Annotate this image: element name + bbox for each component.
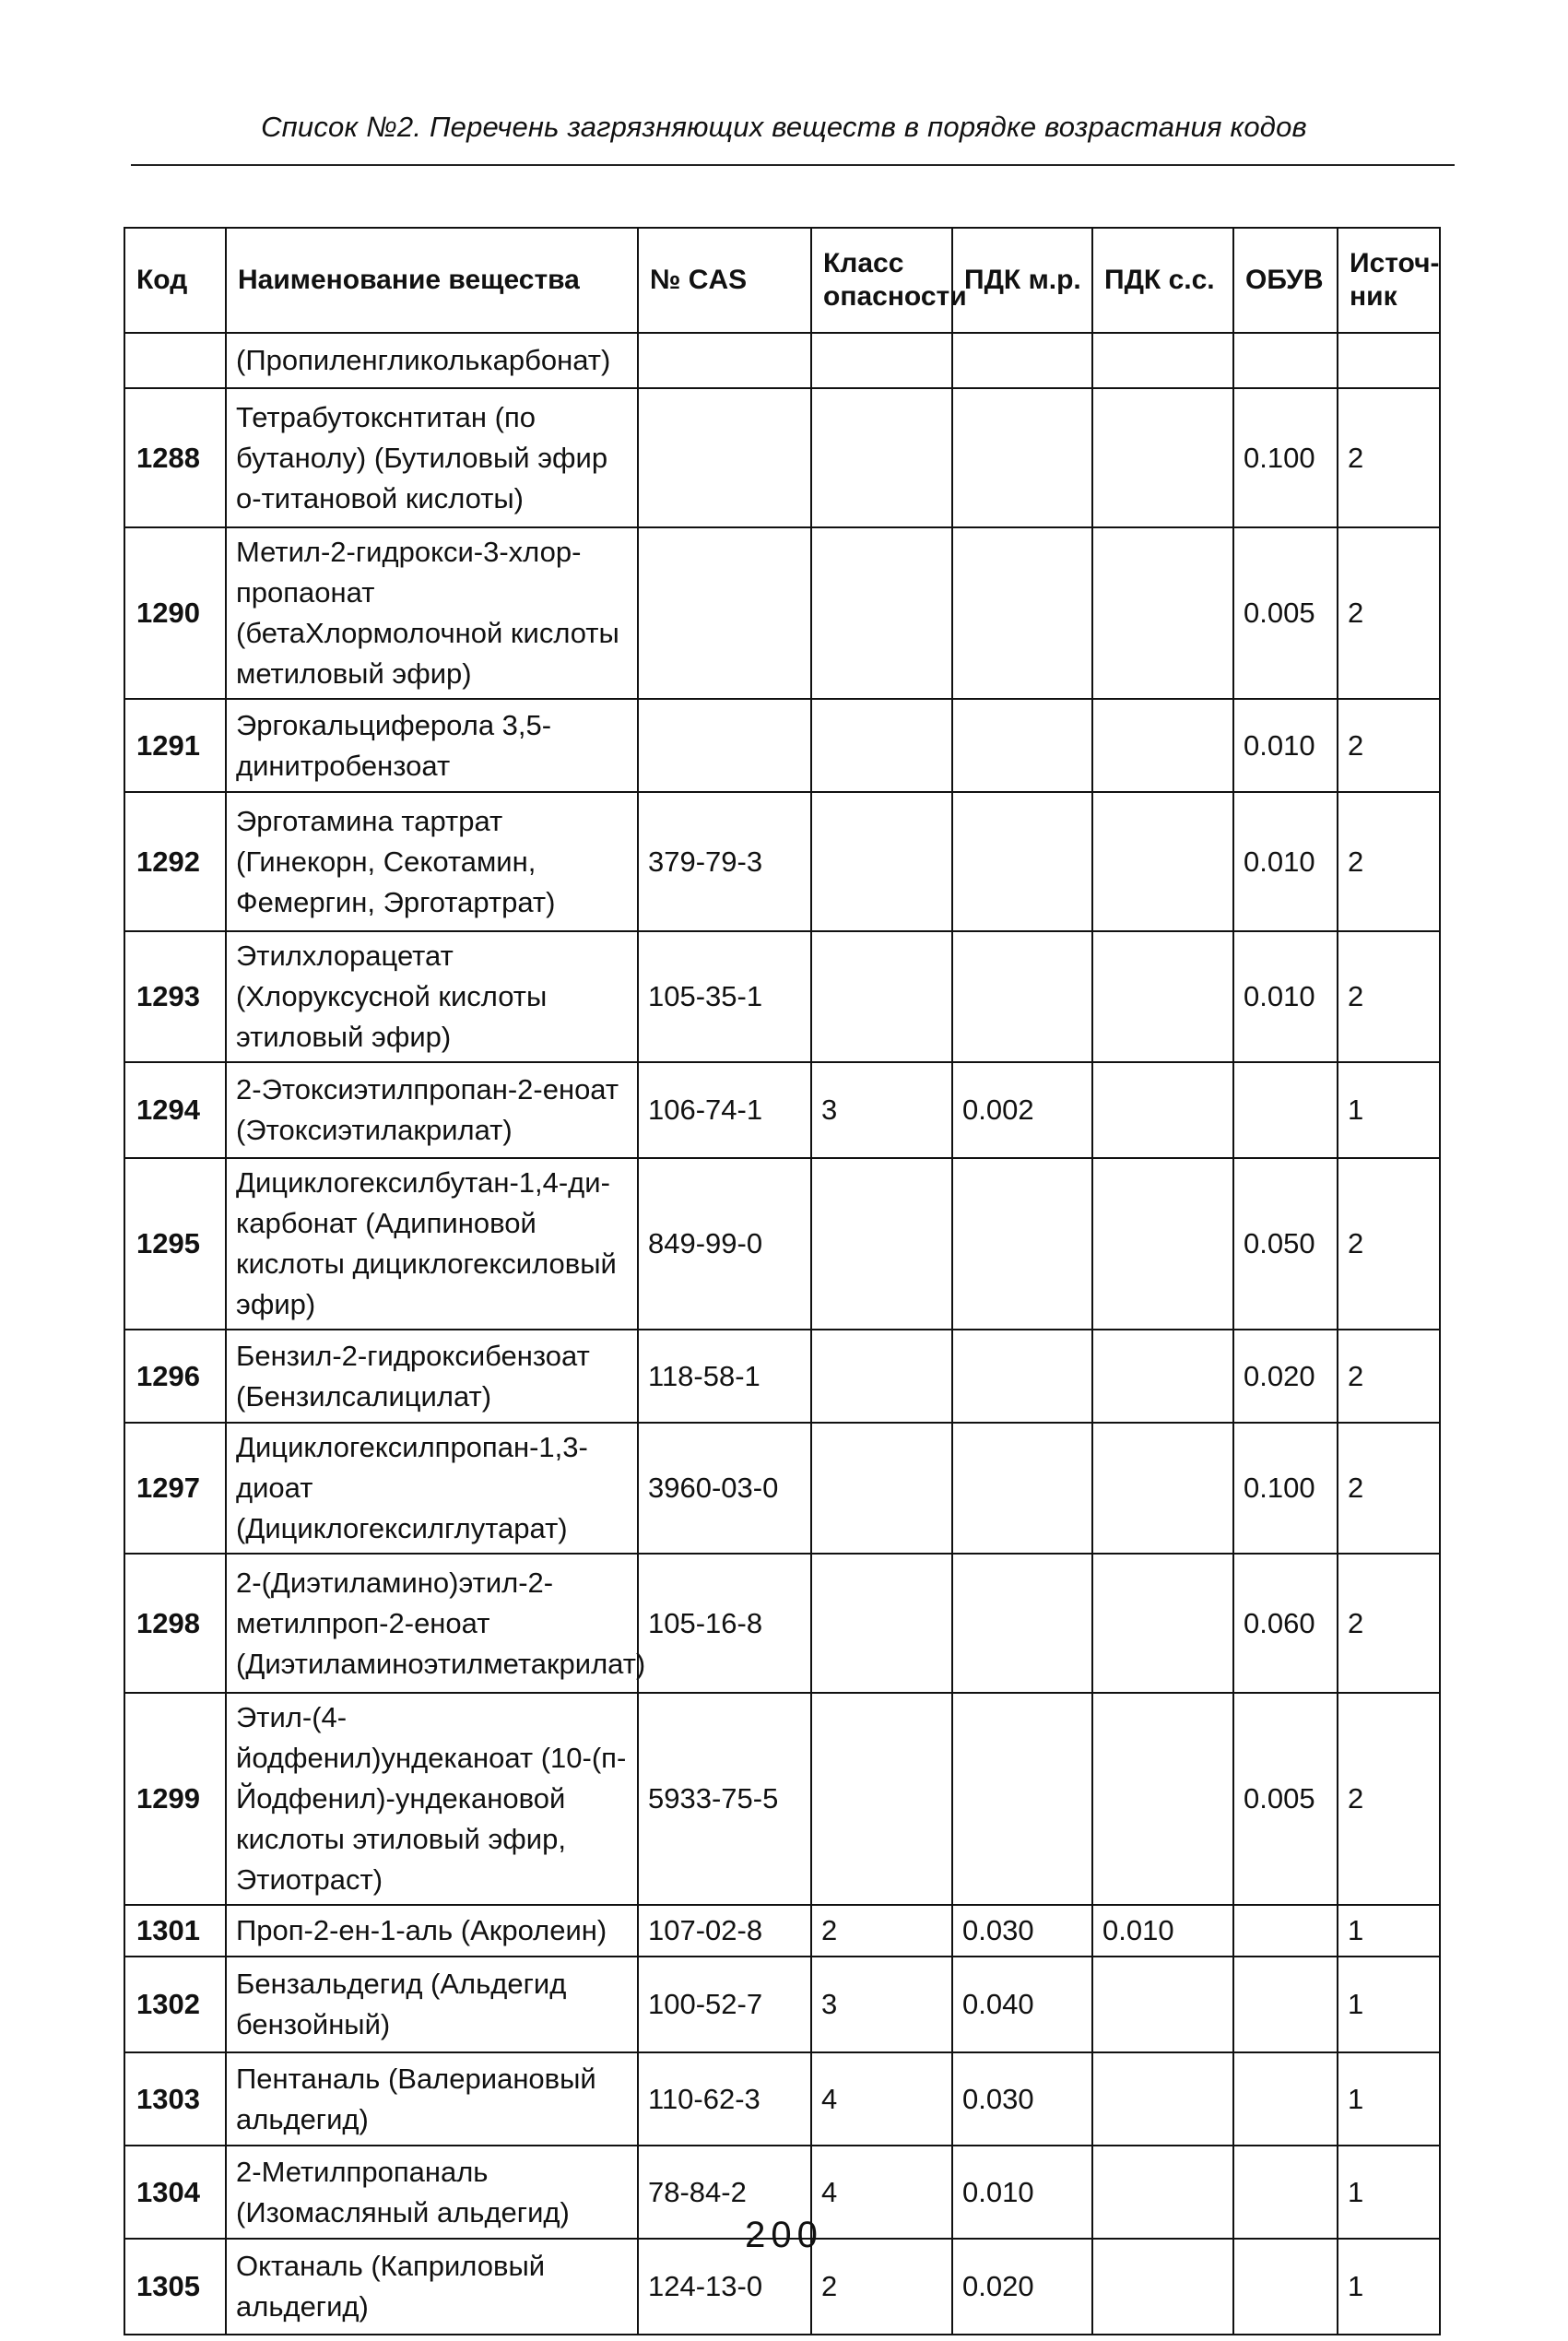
row-pdk-mr bbox=[952, 931, 1092, 1062]
row-pdk-ss bbox=[1092, 931, 1233, 1062]
row-pdk-ss bbox=[1092, 699, 1233, 792]
row-pdk-mr: 0.040 bbox=[952, 1957, 1092, 2052]
row-source: 1 bbox=[1338, 2146, 1440, 2239]
row-cas bbox=[638, 699, 811, 792]
header-source: Источ-ник bbox=[1338, 228, 1440, 333]
row-source: 2 bbox=[1338, 931, 1440, 1062]
row-name: Бензил-2-гидроксибензоат (Бензилсалицилат) bbox=[226, 1330, 638, 1423]
table-row bbox=[124, 1330, 1440, 1423]
row-obuv bbox=[1233, 333, 1338, 388]
row-code: 1295 bbox=[124, 1158, 226, 1330]
row-code: 1297 bbox=[124, 1423, 226, 1554]
row-pdk-ss bbox=[1092, 1554, 1233, 1693]
row-pdk-mr: 0.030 bbox=[952, 1905, 1092, 1957]
row-pdk-ss bbox=[1092, 1062, 1233, 1158]
header-rule bbox=[131, 164, 1455, 166]
row-obuv: 0.010 bbox=[1233, 931, 1338, 1062]
row-hazard-class: 4 bbox=[811, 2052, 952, 2146]
row-hazard-class bbox=[811, 931, 952, 1062]
row-obuv bbox=[1233, 1062, 1338, 1158]
row-obuv: 0.050 bbox=[1233, 1158, 1338, 1330]
row-pdk-ss bbox=[1092, 792, 1233, 931]
row-obuv: 0.005 bbox=[1233, 1693, 1338, 1905]
table-row bbox=[124, 1062, 1440, 1158]
row-pdk-mr bbox=[952, 388, 1092, 527]
row-code: 1296 bbox=[124, 1330, 226, 1423]
table-row bbox=[124, 388, 1440, 527]
page-number: 200 bbox=[745, 2215, 823, 2255]
row-hazard-class bbox=[811, 699, 952, 792]
row-cas: 379-79-3 bbox=[638, 792, 811, 931]
row-cas bbox=[638, 527, 811, 699]
row-pdk-ss bbox=[1092, 1693, 1233, 1905]
row-name: Этил-(4-йодфенил)ундеканоат (10-(п-Йодфенил)-ундекановой кислоты этиловый эфир, Этиотраст) bbox=[226, 1693, 638, 1905]
row-hazard-class: 2 bbox=[811, 2239, 952, 2335]
row-cas: 106-74-1 bbox=[638, 1062, 811, 1158]
row-name: Бензальдегид (Альдегид бензойный) bbox=[226, 1957, 638, 2052]
row-obuv: 0.010 bbox=[1233, 792, 1338, 931]
row-hazard-class bbox=[811, 1554, 952, 1693]
row-obuv: 0.005 bbox=[1233, 527, 1338, 699]
row-code: 1303 bbox=[124, 2052, 226, 2146]
row-pdk-mr bbox=[952, 333, 1092, 388]
row-cas: 107-02-8 bbox=[638, 1905, 811, 1957]
row-pdk-ss: 0.010 bbox=[1092, 1905, 1233, 1957]
row-cas: 105-16-8 bbox=[638, 1554, 811, 1693]
row-name: Метил-2-гидрокси-3-хлор-пропаонат (бетаХлормолочной кислоты метиловый эфир) bbox=[226, 527, 638, 699]
row-source: 2 bbox=[1338, 1158, 1440, 1330]
row-source: 2 bbox=[1338, 1330, 1440, 1423]
row-pdk-mr bbox=[952, 1554, 1092, 1693]
pollutant-table bbox=[124, 227, 1441, 2335]
row-name: Дициклогексилпропан-1,3-диоат (Дициклогексилглутарат) bbox=[226, 1423, 638, 1554]
row-source: 2 bbox=[1338, 527, 1440, 699]
row-hazard-class: 3 bbox=[811, 1062, 952, 1158]
row-cas: 3960-03-0 bbox=[638, 1423, 811, 1554]
running-head: Список №2. Перечень загрязняющих веществ в порядке возрастания кодов bbox=[261, 111, 1307, 143]
row-cas: 118-58-1 bbox=[638, 1330, 811, 1423]
row-code: 1298 bbox=[124, 1554, 226, 1693]
row-name: Дициклогексилбутан-1,4-ди-карбонат (Адипиновой кислоты дициклогексиловый эфир) bbox=[226, 1158, 638, 1330]
table-row bbox=[124, 1554, 1440, 1693]
row-source: 2 bbox=[1338, 792, 1440, 931]
row-pdk-mr bbox=[952, 527, 1092, 699]
table-row bbox=[124, 333, 1440, 388]
row-pdk-mr: 0.002 bbox=[952, 1062, 1092, 1158]
header-code: Код bbox=[124, 228, 226, 333]
header-hazard-class: Класс опасности bbox=[811, 228, 952, 333]
row-cas: 105-35-1 bbox=[638, 931, 811, 1062]
row-pdk-mr: 0.030 bbox=[952, 2052, 1092, 2146]
row-hazard-class: 3 bbox=[811, 1957, 952, 2052]
row-pdk-mr bbox=[952, 1330, 1092, 1423]
row-cas bbox=[638, 333, 811, 388]
row-code: 1302 bbox=[124, 1957, 226, 2052]
row-pdk-ss bbox=[1092, 1957, 1233, 2052]
row-hazard-class bbox=[811, 527, 952, 699]
row-name: Пентаналь (Валериановый альдегид) bbox=[226, 2052, 638, 2146]
row-code bbox=[124, 333, 226, 388]
row-pdk-ss bbox=[1092, 1330, 1233, 1423]
row-cas bbox=[638, 388, 811, 527]
row-pdk-mr: 0.020 bbox=[952, 2239, 1092, 2335]
row-code: 1292 bbox=[124, 792, 226, 931]
row-pdk-ss bbox=[1092, 1158, 1233, 1330]
table-row bbox=[124, 792, 1440, 931]
table-row bbox=[124, 1905, 1440, 1957]
row-code: 1301 bbox=[124, 1905, 226, 1957]
row-source bbox=[1338, 333, 1440, 388]
row-code: 1305 bbox=[124, 2239, 226, 2335]
table-header-row bbox=[124, 228, 1440, 333]
row-pdk-mr bbox=[952, 699, 1092, 792]
header-obuv: ОБУВ bbox=[1233, 228, 1338, 333]
row-pdk-mr bbox=[952, 1158, 1092, 1330]
row-hazard-class bbox=[811, 333, 952, 388]
row-name: Тетрабутокснтитан (по бутанолу) (Бутиловый эфир о-титановой кислоты) bbox=[226, 388, 638, 527]
row-pdk-ss bbox=[1092, 1423, 1233, 1554]
row-obuv bbox=[1233, 1957, 1338, 2052]
header-cas: № CAS bbox=[638, 228, 811, 333]
row-cas: 849-99-0 bbox=[638, 1158, 811, 1330]
row-code: 1294 bbox=[124, 1062, 226, 1158]
row-name: Эргокальциферола 3,5-динитробензоат bbox=[226, 699, 638, 792]
row-source: 1 bbox=[1338, 2052, 1440, 2146]
row-obuv: 0.020 bbox=[1233, 1330, 1338, 1423]
table-row bbox=[124, 2052, 1440, 2146]
row-code: 1290 bbox=[124, 527, 226, 699]
row-hazard-class: 4 bbox=[811, 2146, 952, 2239]
row-source: 2 bbox=[1338, 1693, 1440, 1905]
row-source: 2 bbox=[1338, 1423, 1440, 1554]
row-code: 1304 bbox=[124, 2146, 226, 2239]
row-cas: 110-62-3 bbox=[638, 2052, 811, 2146]
row-hazard-class bbox=[811, 792, 952, 931]
table-row bbox=[124, 1693, 1440, 1905]
row-name: Проп-2-ен-1-аль (Акролеин) bbox=[226, 1905, 638, 1957]
row-code: 1299 bbox=[124, 1693, 226, 1905]
row-cas: 100-52-7 bbox=[638, 1957, 811, 2052]
row-hazard-class bbox=[811, 1330, 952, 1423]
row-hazard-class bbox=[811, 1423, 952, 1554]
row-source: 1 bbox=[1338, 1957, 1440, 2052]
row-pdk-mr bbox=[952, 792, 1092, 931]
row-cas: 124-13-0 bbox=[638, 2239, 811, 2335]
row-name: 2-(Диэтиламино)этил-2-метилпроп-2-еноат (Диэтиламиноэтилметакрилат) bbox=[226, 1554, 638, 1693]
row-obuv: 0.060 bbox=[1233, 1554, 1338, 1693]
row-obuv: 0.100 bbox=[1233, 1423, 1338, 1554]
table-row bbox=[124, 699, 1440, 792]
table-row bbox=[124, 1423, 1440, 1554]
row-hazard-class bbox=[811, 388, 952, 527]
row-code: 1288 bbox=[124, 388, 226, 527]
row-hazard-class: 2 bbox=[811, 1905, 952, 1957]
row-source: 2 bbox=[1338, 1554, 1440, 1693]
row-hazard-class bbox=[811, 1158, 952, 1330]
row-name: (Пропиленгликолькарбонат) bbox=[226, 333, 638, 388]
table-row bbox=[124, 527, 1440, 699]
row-obuv: 0.010 bbox=[1233, 699, 1338, 792]
row-pdk-ss bbox=[1092, 333, 1233, 388]
row-pdk-ss bbox=[1092, 388, 1233, 527]
row-pdk-ss bbox=[1092, 527, 1233, 699]
table-row bbox=[124, 1158, 1440, 1330]
table-row bbox=[124, 931, 1440, 1062]
row-pdk-mr: 0.010 bbox=[952, 2146, 1092, 2239]
row-name: 2-Этоксиэтилпропан-2-еноат (Этоксиэтилакрилат) bbox=[226, 1062, 638, 1158]
row-name: 2-Метилпропаналь (Изомасляный альдегид) bbox=[226, 2146, 638, 2239]
header-name: Наименование вещества bbox=[226, 228, 638, 333]
row-pdk-mr bbox=[952, 1423, 1092, 1554]
row-hazard-class bbox=[811, 1693, 952, 1905]
header-pdk-mr: ПДК м.р. bbox=[952, 228, 1092, 333]
header-pdk-ss: ПДК с.с. bbox=[1092, 228, 1233, 333]
row-code: 1293 bbox=[124, 931, 226, 1062]
row-cas: 5933-75-5 bbox=[638, 1693, 811, 1905]
row-name: Эрготамина тартрат (Гинекорн, Секотамин, Фемергин, Эрготартрат) bbox=[226, 792, 638, 931]
row-source: 1 bbox=[1338, 1062, 1440, 1158]
row-cas: 78-84-2 bbox=[638, 2146, 811, 2239]
row-obuv: 0.100 bbox=[1233, 388, 1338, 527]
row-pdk-mr bbox=[952, 1693, 1092, 1905]
row-obuv bbox=[1233, 2052, 1338, 2146]
row-source: 2 bbox=[1338, 388, 1440, 527]
row-source: 1 bbox=[1338, 1905, 1440, 1957]
row-name: Октаналь (Каприловый альдегид) bbox=[226, 2239, 638, 2335]
row-source: 2 bbox=[1338, 699, 1440, 792]
row-pdk-ss bbox=[1092, 2052, 1233, 2146]
table-row bbox=[124, 1957, 1440, 2052]
row-code: 1291 bbox=[124, 699, 226, 792]
row-name: Этилхлорацетат (Хлоруксусной кислоты этиловый эфир) bbox=[226, 931, 638, 1062]
row-source: 1 bbox=[1338, 2239, 1440, 2335]
row-obuv bbox=[1233, 1905, 1338, 1957]
